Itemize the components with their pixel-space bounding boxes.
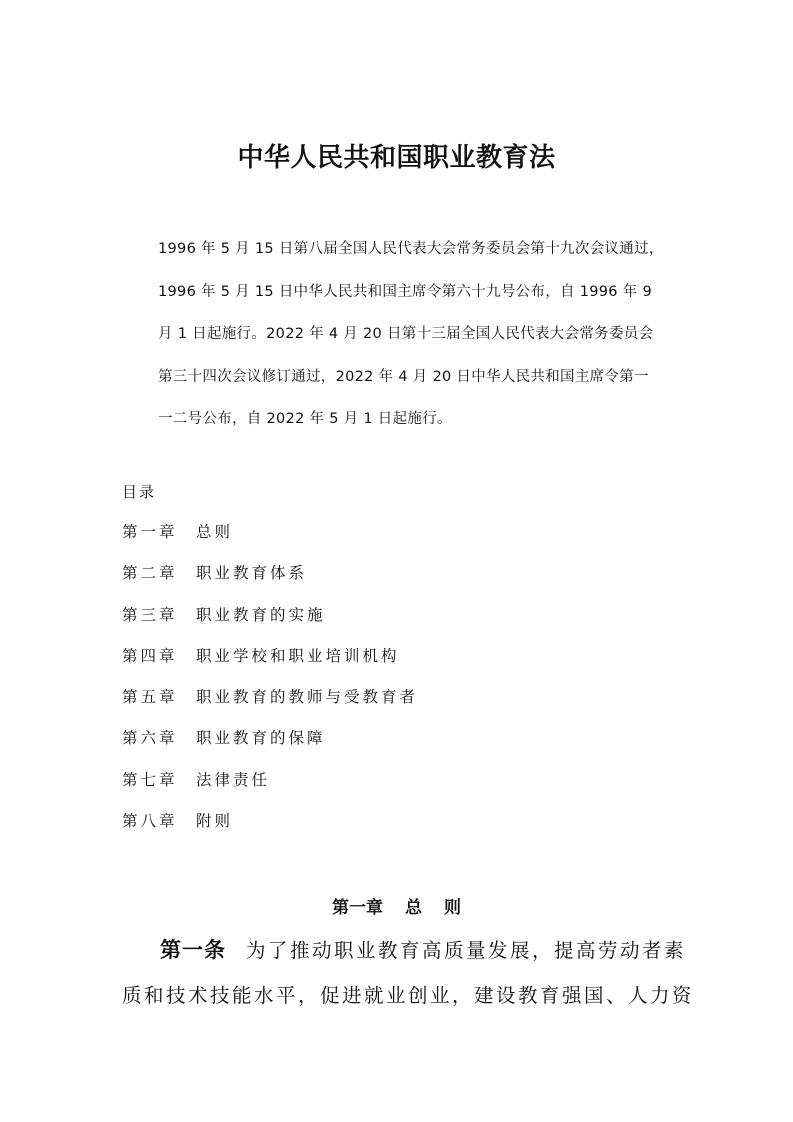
- toc-chapter-number: 第二章: [122, 564, 178, 583]
- toc-chapter-number: 第一章: [122, 523, 178, 541]
- toc-chapter-title: 职业教育体系: [196, 564, 308, 583]
- article-line: [122, 928, 687, 973]
- toc-chapter-number: 第七章: [122, 770, 178, 789]
- toc-item-chapter-2: [122, 562, 418, 603]
- preamble-line: 1996 年 5 月 15 日中华人民共和国主席令第六十九号公布，自 1996 年 9: [158, 283, 652, 300]
- preamble-line: 月 1 日起施行。2022 年 4 月 20 日第十三届全国人民代表大会常务委员会: [158, 326, 654, 342]
- toc-item-chapter-8: [122, 810, 418, 851]
- article-label: 第一条: [160, 938, 226, 962]
- toc-chapter-title: 职业教育的教师与受教育者: [196, 688, 419, 707]
- chapter-number: 第一章: [332, 898, 383, 918]
- toc-item-chapter-5: [122, 686, 418, 727]
- toc-item-chapter-1: [122, 521, 418, 562]
- toc-item-chapter-3: [122, 604, 418, 645]
- toc-chapter-number: 第五章: [122, 688, 178, 707]
- toc-chapter-number: 第四章: [122, 646, 178, 665]
- article-text: 为了推动职业教育高质量发展，提高劳动者素: [246, 939, 687, 962]
- preamble-line: 一二号公布，自 2022 年 5 月 1 日起施行。: [158, 411, 452, 427]
- document-title: 中华人民共和国职业教育法: [237, 143, 556, 173]
- chapter-title-part: 则: [444, 898, 461, 918]
- chapter-heading: [0, 896, 793, 920]
- toc-chapter-title: 职业教育的实施: [196, 605, 326, 624]
- toc-chapter-number: 第六章: [122, 729, 178, 748]
- preamble: [158, 228, 664, 441]
- toc-chapter-number: 第八章: [122, 812, 178, 831]
- toc-chapter-title: 法律责任: [196, 770, 271, 789]
- article-line: 质和技术技能水平，促进就业创业，建设教育强国、人力资: [122, 984, 695, 1007]
- toc-item-chapter-6: [122, 727, 418, 768]
- chapter-title-part: 总: [405, 898, 422, 918]
- toc-chapter-number: 第三章: [122, 605, 178, 624]
- preamble-line: 1996 年 5 月 15 日第八届全国人民代表大会常务委员会第十九次会议通过，: [158, 241, 664, 257]
- toc-chapter-title: 职业学校和职业培训机构: [196, 646, 400, 665]
- article-1: [122, 928, 695, 1018]
- toc-chapter-title: 总则: [196, 523, 234, 541]
- toc-chapter-title: 附则: [196, 812, 234, 831]
- toc-heading: 目录: [122, 483, 157, 501]
- toc-chapter-title: 职业教育的保障: [196, 729, 326, 748]
- toc-item-chapter-7: [122, 769, 418, 810]
- table-of-contents: [122, 521, 418, 851]
- toc-item-chapter-4: [122, 645, 418, 686]
- preamble-line: 第三十四次会议修订通过，2022 年 4 月 20 日中华人民共和国主席令第一: [158, 368, 649, 385]
